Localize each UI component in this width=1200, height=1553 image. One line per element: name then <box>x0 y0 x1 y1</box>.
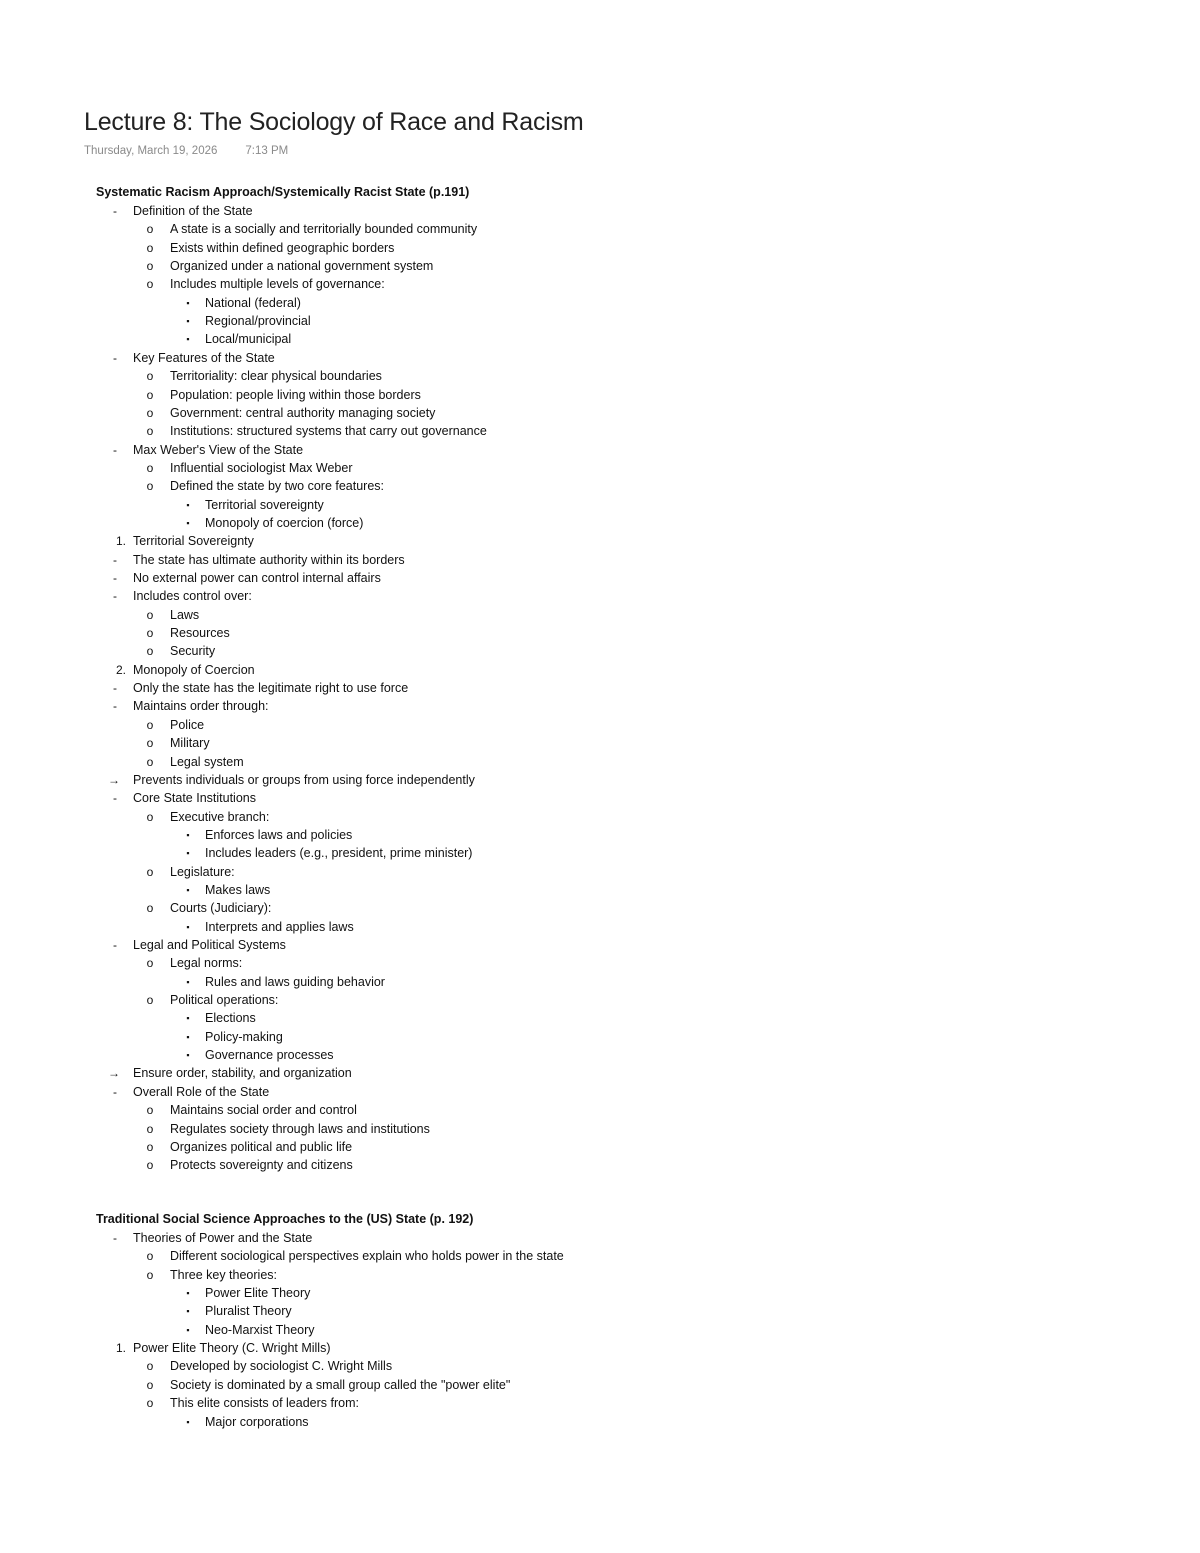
list-item-text: National (federal) <box>205 295 301 310</box>
bullet-icon: - <box>113 589 117 604</box>
bullet-icon: o <box>146 901 154 916</box>
list-item-text: Legal norms: <box>170 956 243 971</box>
bullet-icon: - <box>113 552 117 567</box>
bullet-icon: ▪ <box>186 334 190 345</box>
bullet-icon: o <box>146 1359 154 1374</box>
list-item-text: Includes leaders (e.g., president, prime minister) <box>205 846 473 861</box>
bullet-icon: ▪ <box>186 921 190 932</box>
list-item-text: Only the state has the legitimate right to use force <box>133 681 409 696</box>
bullet-icon: o <box>146 460 154 475</box>
bullet-icon: ▪ <box>186 316 190 327</box>
bullet-icon: ▪ <box>186 1050 190 1061</box>
list-item-text: Major corporations <box>205 1414 309 1429</box>
bullet-icon: o <box>146 240 154 255</box>
bullet-icon: - <box>113 1084 117 1099</box>
bullet-icon: o <box>146 1396 154 1411</box>
bullet-icon: o <box>146 222 154 237</box>
page-meta <box>84 145 288 157</box>
bullet-icon: o <box>146 717 154 732</box>
list-item-text: Society is dominated by a small group called the "power elite" <box>170 1377 511 1392</box>
list-item-text: Definition of the State <box>133 204 253 218</box>
list-item-text: Organizes political and public life <box>170 1139 353 1154</box>
list-item-text: Legal and Political Systems <box>133 938 286 952</box>
list-item-text: Legislature: <box>170 864 235 879</box>
bullet-icon: o <box>146 1121 154 1136</box>
bullet-icon: o <box>146 405 154 420</box>
bullet-icon: ▪ <box>186 1416 190 1427</box>
list-item-text: Core State Institutions <box>133 791 256 806</box>
list-item-text: Defined the state by two core features: <box>170 479 385 494</box>
bullet-icon: o <box>146 626 154 641</box>
bullet-icon: - <box>113 681 117 696</box>
list-item-text: Protects sovereignty and citizens <box>170 1158 353 1173</box>
bullet-icon: o <box>146 736 154 751</box>
list-item-text: Governance processes <box>205 1048 334 1063</box>
bullet-icon: o <box>146 387 154 402</box>
list-item-text: Influential sociologist Max Weber <box>170 460 353 475</box>
bullet-icon: - <box>113 571 117 585</box>
list-item-text: Rules and laws guiding behavior <box>205 974 385 989</box>
list-item-text: Exists within defined geographic borders <box>170 240 395 255</box>
bullet-icon: - <box>113 1231 117 1245</box>
list-item-text: Neo-Marxist Theory <box>205 1322 315 1337</box>
bullet-icon: o <box>146 993 154 1008</box>
bullet-icon: - <box>113 791 117 806</box>
bullet-icon: ▪ <box>186 884 190 895</box>
arrow-icon: → <box>108 772 120 787</box>
list-item-text: Overall Role of the State <box>133 1084 270 1099</box>
bullet-icon: o <box>146 1103 154 1118</box>
list-item-text: Population: people living within those borders <box>170 387 421 402</box>
list-item-text: Theories of Power and the State <box>133 1231 313 1245</box>
list-item-text: Territoriality: clear physical boundaries <box>170 369 382 384</box>
bullet-icon: ▪ <box>186 499 190 510</box>
list-item-text: Maintains order through: <box>133 699 269 714</box>
list-item-text: Regulates society through laws and institutions <box>170 1121 430 1136</box>
bullet-icon: ▪ <box>186 1031 190 1042</box>
bullet-icon: o <box>146 607 154 622</box>
bullet-icon: - <box>113 699 117 714</box>
list-item-text: Policy-making <box>205 1029 283 1044</box>
list-item-text: Maintains social order and control <box>170 1103 357 1118</box>
list-item-text: Includes multiple levels of governance: <box>170 277 385 292</box>
list-item-text: Security <box>170 644 216 659</box>
bullet-icon: o <box>146 1139 154 1154</box>
list-item-text: Enforces laws and policies <box>205 827 353 842</box>
bullet-icon: ▪ <box>186 1288 190 1299</box>
list-item-text: A state is a socially and territorially bounded community <box>170 222 478 237</box>
bullet-icon: o <box>146 369 154 384</box>
list-item-text: Organized under a national government system <box>170 259 434 274</box>
bullet-icon: o <box>146 809 154 824</box>
page-date: Thursday, March 19, 2026 <box>84 145 218 157</box>
list-number: 1. <box>115 534 126 549</box>
bullet-icon: o <box>146 1267 154 1282</box>
list-item-text: Monopoly of coercion (force) <box>205 515 364 530</box>
list-item-text: Territorial Sovereignty <box>133 534 254 549</box>
list-item-text: Three key theories: <box>170 1267 277 1282</box>
page-title: Lecture 8: The Sociology of Race and Racism <box>84 108 584 136</box>
section-heading: Traditional Social Science Approaches to the (US) State (p. 192) <box>96 1212 474 1226</box>
page-time: 7:13 PM <box>245 145 289 157</box>
bullet-icon: ▪ <box>186 848 190 859</box>
bullet-icon: o <box>146 1249 154 1264</box>
list-item-text: Police <box>170 717 205 732</box>
bullet-icon: o <box>146 479 154 494</box>
list-item-text: Political operations: <box>170 993 279 1008</box>
bullet-icon: o <box>146 644 154 659</box>
list-item-text: Pluralist Theory <box>205 1304 292 1319</box>
bullet-icon: o <box>146 259 154 274</box>
list-item-text: Key Features of the State <box>133 350 275 365</box>
arrow-icon: → <box>108 1066 120 1081</box>
bullet-icon: ▪ <box>186 1306 190 1317</box>
bullet-icon: o <box>146 864 154 879</box>
bullet-icon: ▪ <box>186 1324 190 1335</box>
bullet-icon: ▪ <box>186 297 190 308</box>
list-item-text: The state has ultimate authority within its borders <box>133 552 405 567</box>
list-item-text: Laws <box>170 607 200 622</box>
list-item-text: Power Elite Theory <box>205 1286 311 1301</box>
list-item-text: Different sociological perspectives explain who holds power in the state <box>170 1249 564 1264</box>
bullet-icon: o <box>146 1377 154 1392</box>
list-item-text: Legal system <box>170 754 244 769</box>
list-item-text: Government: central authority managing society <box>170 405 436 420</box>
list-item-text: Territorial sovereignty <box>205 497 324 512</box>
list-item-text: Institutions: structured systems that carry out governance <box>170 424 487 439</box>
list-item-text: Resources <box>170 626 230 641</box>
list-item-text: Elections <box>205 1011 256 1026</box>
list-item-text: Courts (Judiciary): <box>170 901 272 916</box>
list-item-text: Monopoly of Coercion <box>133 662 255 677</box>
list-item-text: Includes control over: <box>133 589 252 604</box>
list-number: 2. <box>115 662 126 677</box>
bullet-icon: ▪ <box>186 976 190 987</box>
list-item-text: Makes laws <box>205 882 271 897</box>
bullet-icon: o <box>146 277 154 292</box>
bullet-icon: ▪ <box>186 517 190 528</box>
list-item-text: Power Elite Theory (C. Wright Mills) <box>133 1341 331 1356</box>
list-item-text: Ensure order, stability, and organization <box>133 1066 352 1081</box>
section-heading: Systematic Racism Approach/Systemically Racist State (p.191) <box>96 185 470 199</box>
list-item-text: Max Weber's View of the State <box>133 442 304 457</box>
bullet-icon: o <box>146 424 154 439</box>
bullet-icon: o <box>146 1158 154 1173</box>
list-item-text: Developed by sociologist C. Wright Mills <box>170 1359 393 1374</box>
bullet-icon: ▪ <box>186 829 190 840</box>
bullet-icon: - <box>113 442 117 457</box>
list-item-text: Local/municipal <box>205 332 292 347</box>
list-number: 1. <box>115 1341 126 1356</box>
list-item-text: Military <box>170 736 210 751</box>
list-item-text: Prevents individuals or groups from using force independently <box>133 772 475 787</box>
list-item-text: Interprets and applies laws <box>205 919 354 934</box>
bullet-icon: - <box>113 350 117 365</box>
bullet-icon: o <box>146 956 154 971</box>
list-item-text: This elite consists of leaders from: <box>170 1396 359 1411</box>
list-item-text: Executive branch: <box>170 809 270 824</box>
list-item-text: Regional/provincial <box>205 314 311 329</box>
bullet-icon: - <box>113 204 117 218</box>
bullet-icon: - <box>113 938 117 952</box>
list-item-text: No external power can control internal affairs <box>133 571 381 585</box>
bullet-icon: ▪ <box>186 1013 190 1024</box>
bullet-icon: o <box>146 754 154 769</box>
